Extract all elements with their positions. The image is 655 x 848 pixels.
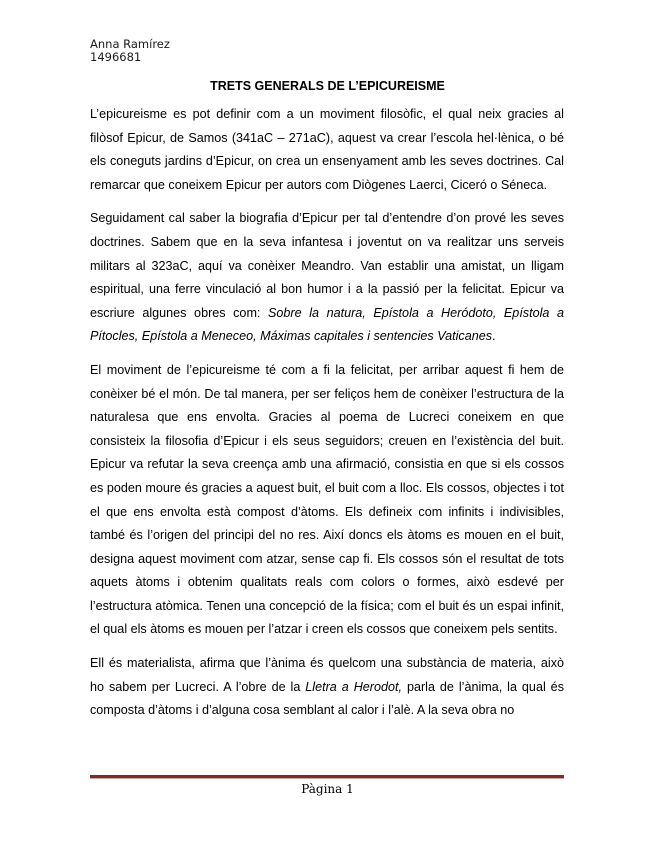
paragraph-tail: parla de l’ànima, la qual és composta d’àtoms i d’alguna cosa semblant al calor i l’alè. A la seva obra no — [90, 679, 564, 718]
document-title: TRETS GENERALS DE L’EPICUREISME — [210, 79, 445, 93]
paragraph-text: El moviment de l’epicureisme té com a fi la felicitat, per arribar aquest fi hem de conèixer bé el món. De tal manera, per ser feliços hem de conèixer l’estructura de la naturalesa que ens envolta. Gracies al poema de Lucreci coneixem en que consisteix la filosofia d’Epicur i els seus seguidors; creuen en l’existència del buit. Epicur va refutar la seva creença amb una afirmació, consistia en que si els cossos es poden moure és gracies a aquest buit, el buit com a lloc. Els cossos, objectes i tot el que ens envolta està compost d’àtoms. Els defineix com infinits i indivisibles, també és l’origen del principi del no res. Així doncs els àtoms es mouen en el buit, designa aquest moviment com atzar, sense cap fi. Els cossos són el resultat de tots aquets àtoms i obtenim qualitats reals com colors o formes, això esdevé per l’estructura atòmica. Tenen una concepció de la física; com el buit és un espai infinit, el qual els àtoms es mouen per l’atzar i creen els cossos que coneixem pels sentits. — [90, 362, 564, 637]
student-id: 1496681 — [90, 50, 142, 64]
document-body — [90, 103, 564, 733]
paragraph-4 — [90, 652, 564, 723]
footer-divider — [90, 775, 564, 779]
paragraph-text: L’epicureisme es pot definir com a un moviment filosòfic, el qual neix gracies al filòsof Epicur, de Samos (341aC – 271aC), aquest va crear l’escola hel·lènica, o bé els coneguts jardins d’Epicur, on crea un ensenyament amb les seves doctrines. Cal remarcar que coneixem Epicur per autors com Diògenes Laerci, Ciceró o Séneca. — [90, 107, 564, 192]
paragraph-2 — [90, 207, 564, 349]
paragraph-tail: . — [492, 329, 496, 344]
page-header — [90, 38, 170, 64]
paragraph-text: Ell és materialista, afirma que l’ànima és quelcom una substància de materia, això ho sabem per Lucreci. A l’obre de la — [90, 656, 564, 694]
paragraph-text: Seguidament cal saber la biografia d’Epicur per tal d’entendre d’on prové les seves doctrines. Sabem que en la seva infantesa i joventut on va realitzar uns serveis militars al 323aC, aquí va conèixer Meandro. Van establir una amistat, un lligam espiritual, una ferre vinculació al bon humor i a la passió per la felicitat. Epicur va escriure algunes obres com: — [90, 211, 564, 320]
book-titles: Sobre la natura, Epístola a Heródoto, Epístola a Pítocles, Epístola a Meneceo, Máximas capitales i sentencies Vaticanes — [90, 305, 564, 344]
paragraph-1 — [90, 103, 564, 197]
author-name: Anna Ramírez — [90, 37, 170, 51]
paragraph-3 — [90, 359, 564, 642]
page-number: Pàgina 1 — [301, 782, 354, 796]
book-title: Lletra a Herodot, — [305, 679, 402, 694]
